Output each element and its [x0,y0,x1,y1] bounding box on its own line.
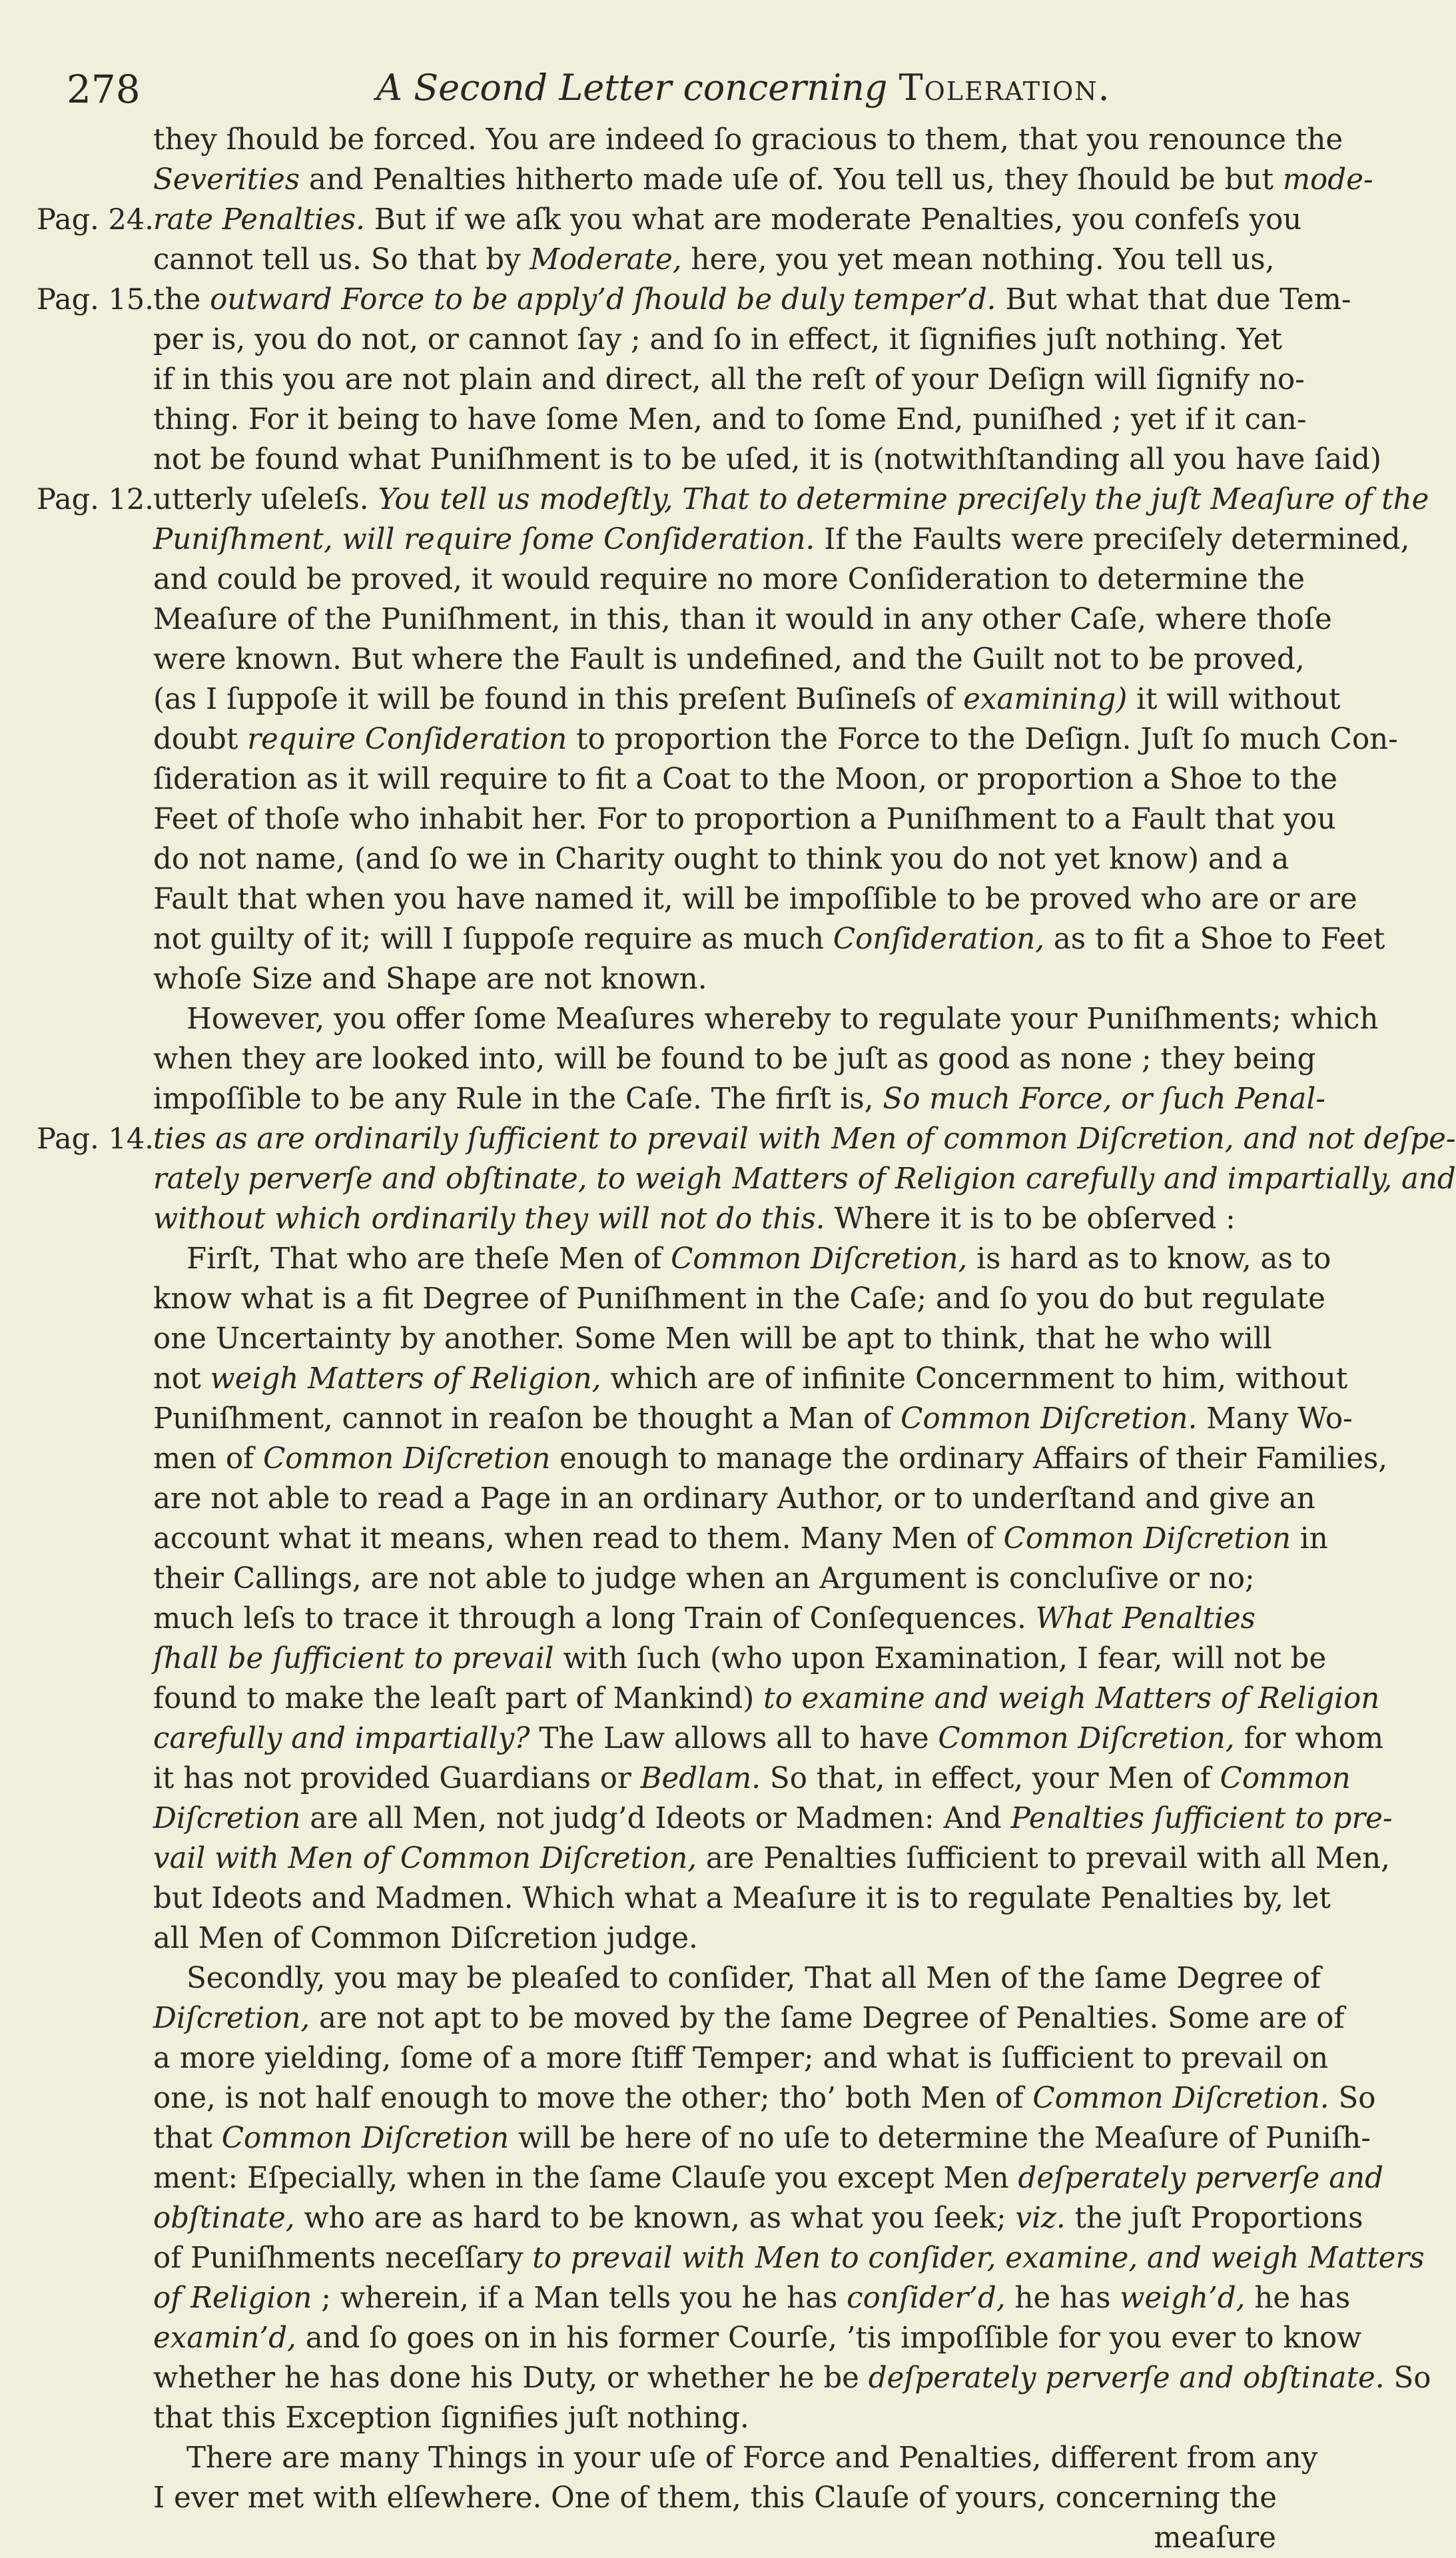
italic-text: Diſcretion [153,1802,301,1835]
italic-text: Common Diſcretion. [1032,2082,1329,2115]
text-segment: Where it is to be obſerved : [825,1202,1236,1236]
text-segment: utterly uſeleſs. [153,483,378,516]
text-segment: with ſuch (who upon Examination, I fear, will not be [553,1642,1327,1675]
text-line [153,2478,1276,2518]
text-segment: not be found what Puniſhment is to be uſed, it is (notwithſtanding all you have ſaid) [153,443,1382,476]
text-line [153,2278,1351,2318]
text-segment: Meaſure of the Puniſhment, in this, than it would in any other Caſe, where thoſe [153,603,1332,636]
text-segment: their Callings, are not able to judge when an Argument is concluſive or no; [153,1562,1255,1595]
text-segment: it has not provided Guardians or [153,1762,641,1795]
text-segment: whoſe Size and Shape are not known. [153,963,707,996]
text-line [153,1998,1345,2038]
running-title-italic: A Second Letter concerning [376,67,899,109]
italic-text: What Penalties [1035,1602,1256,1635]
text-segment: ; wherein, if a Man tells you he has [312,2282,847,2315]
text-segment: found to make the leaſt part of Mankind) [153,1682,764,1715]
margin-reference: Pag. 15. [37,283,154,316]
margin-reference: Pag. 24. [37,203,154,236]
italic-text: weigh Matters of Religion, [210,1362,601,1396]
text-segment: Fault that when you have named it, will be impoſſible to be proved who are or are [153,883,1357,916]
italic-text: outward Force to be apply’d ſhould be duly temper’d. [210,283,996,316]
text-segment: that this Exception ſignifies juſt nothing. [153,2401,749,2435]
text-segment: he has [1005,2282,1120,2315]
text-segment: in [1290,1522,1328,1555]
text-line [153,2318,1362,2358]
text-segment: a more yielding, ſome of a more ſtiff Temper; and what is ſufficient to prevail on [153,2042,1329,2075]
text-line [153,2118,1371,2158]
italic-text: conſider’d, [847,2282,1006,2315]
text-line [153,1759,1351,1799]
italic-text: Penalties ſufficient to pre- [1010,1802,1393,1835]
text-segment: But what that due Tem- [996,283,1351,316]
text-segment: as to fit a Shoe to Feet [1044,923,1385,956]
text-line [153,1719,1384,1759]
text-segment: Puniſhment, cannot in reaſon be thought a Man of [153,1402,901,1436]
text-line [153,1839,1390,1879]
text-segment: But if we aſk you what are moderate Penalties, you confeſs you [365,203,1302,236]
text-segment: ment: Eſpecially, when in the ſame Clauſe you except Men [153,2162,1018,2195]
text-segment: not guilty of it; will I ſuppoſe require as much [153,923,833,956]
text-segment: know what is a fit Degree of Puniſhment in the Caſe; and ſo you do but regulate [153,1282,1325,1316]
text-line [153,2358,1431,2398]
text-line [153,919,1385,959]
text-line [153,1879,1331,1918]
italic-text: carefully and impartially? [153,1722,530,1755]
text-line [153,480,1429,520]
text-line [153,2038,1329,2078]
text-line [186,999,1379,1039]
italic-text: Diſcretion, [153,2002,310,2035]
italic-text: deſperately perverſe and obſtinate. [868,2361,1385,2395]
text-line [153,719,1398,759]
text-segment: of Puniſhments neceſſary [153,2242,533,2275]
text-line [153,2198,1363,2238]
text-segment: account what it means, when read to them. Many Men of [153,1522,1004,1555]
text-line [153,2238,1425,2278]
text-segment: If the Faults were preciſely determined, [815,523,1410,556]
italic-text: Severities [153,163,300,197]
text-segment: So that, in effect, your Men of [761,1762,1220,1795]
text-segment: thing. For it being to have ſome Men, and to ſome End, puniſhed ; yet if it can- [153,403,1307,436]
italic-text: Common Diſcretion [221,2122,510,2155]
italic-text: mode- [1282,163,1373,197]
italic-text: to examine and weigh Matters of Religion [763,1682,1380,1715]
text-segment: are not able to read a Page in an ordinary Author, or to underſtand and give an [153,1482,1315,1515]
text-segment: are not apt to be moved by the ſame Degree of Penalties. Some are of [310,2002,1345,2035]
text-segment: one Uncertainty by another. Some Men will be apt to think, that he who will [153,1322,1272,1356]
text-segment: do not name, (and ſo we in Charity ought to think you do not yet know) and a [153,843,1289,876]
text-segment: However, you offer ſome Meaſures whereby to regulate your Puniſhments; which [186,1003,1379,1036]
text-segment: There are many Things in your uſe of Force and Penalties, different from any [186,2441,1318,2475]
text-segment: who are as hard to be known, as what you ſeek; [294,2202,1016,2235]
text-segment: So [1329,2082,1376,2115]
text-segment: the juſt Proportions [1065,2202,1363,2235]
text-segment: to proportion the Force to the Deſign. Juſt ſo much Con- [567,723,1398,756]
text-line [153,1439,1388,1479]
text-line [153,879,1357,919]
text-line [153,320,1282,360]
text-line [153,839,1289,879]
text-segment: doubt [153,723,248,756]
text-line [153,2398,1276,2438]
italic-text: You tell us modeſtly, That to determine preciſely the juſt Meaſure of the [378,483,1429,516]
text-segment: that [153,2122,222,2155]
text-segment: will be here of no uſe to determine the Meaſure of Puniſh- [509,2122,1371,2155]
text-segment: Firſt, That who are theſe Men of [186,1242,671,1276]
text-segment: when they are looked into, will be found to be juſt as good as none ; they being [153,1043,1316,1076]
italic-text: Common Diſcretion, [938,1722,1235,1755]
text-segment: they ſhould be forced. You are indeed ſo gracious to them, that you renounce the [153,123,1343,157]
text-segment: Secondly, you may be pleaſed to conſider, That all Men of the ſame Degree of [186,1962,1321,1995]
text-segment: and could be proved, it would require no more Conſideration to determine the [153,563,1305,596]
text-segment: and Penalties hitherto made uſe of. You tell us, they ſhould be but [300,163,1283,197]
text-segment: The Law allows all to have [530,1722,938,1755]
text-line [153,1079,1325,1119]
text-line [153,1679,1380,1719]
text-segment: one, is not half enough to move the other; tho’ both Men of [153,2082,1033,2115]
text-line [153,1399,1353,1439]
margin-reference: Pag. 14. [37,1122,154,1156]
text-segment: impoſſible to be any Rule in the Caſe. The firſt is, [153,1082,883,1116]
text-line [153,1199,1276,1239]
text-segment: So [1384,2361,1431,2395]
italic-text: Moderate, [530,243,682,276]
text-line [153,600,1332,640]
text-segment: were known. But where the Fault is undefined, and the Guilt not to be proved, [153,643,1305,676]
text-line [153,2158,1384,2198]
italic-text: Common Diſcretion, [671,1242,968,1276]
italic-text: Puniſhment, will require ſome Conſideration. [153,523,815,556]
text-line [1132,2518,1276,2558]
text-segment: it will without [1127,683,1341,716]
text-segment: cannot tell us. So that by [153,243,530,276]
text-segment: but Ideots and Madmen. Which what a Meaſure it is to regulate Penalties by, let [153,1882,1331,1915]
italic-text: Common Diſcretion. [901,1402,1198,1436]
italic-text: examining) [963,683,1128,716]
italic-text: rately perverſe and obſtinate, to weigh Matters of Religion carefully and impartially, and [153,1162,1456,1196]
margin-reference: Pag. 12. [37,483,154,516]
text-line [153,400,1307,440]
text-line [153,1918,1276,1958]
text-segment: all Men of Common Diſcretion judge. [153,1922,698,1955]
text-line [186,1239,1331,1279]
italic-text: without which ordinarily they will not do this. [153,1202,825,1236]
text-segment: enough to manage the ordinary Affairs of their Families, [550,1442,1388,1476]
text-segment: which are of infinite Concernment to him, without [601,1362,1348,1396]
text-line [153,640,1305,679]
text-segment: if in this you are not plain and direct, all the reſt of your Deſign will ſignify no- [153,363,1305,396]
text-line [153,679,1341,719]
italic-text: rate Penalties. [153,203,365,236]
text-line [153,1799,1393,1839]
text-segment: are Penalties ſufficient to prevail with all Men, [697,1842,1390,1875]
text-segment: are all Men, not judg’d Ideots or Madmen: And [300,1802,1011,1835]
text-segment: per is, you do not, or cannot ſay ; and ſo in effect, it ſignifies juſt nothing. Yet [153,323,1282,356]
text-segment: here, you yet mean nothing. You tell us, [681,243,1275,276]
text-line [153,1039,1316,1079]
italic-text: Common Diſcretion [1003,1522,1291,1555]
text-line [186,1958,1321,1998]
text-segment: meaſure [1154,2521,1276,2555]
text-segment: and ſo goes on in his former Courſe, ’tis impoſſible for you ever to know [296,2322,1362,2355]
text-line [153,1519,1328,1559]
text-segment: men of [153,1442,263,1476]
text-segment: for whom [1234,1722,1384,1755]
text-segment: I ever met with elſewhere. One of them, this Clauſe of yours, concerning the [153,2481,1277,2515]
page-header [67,67,1266,120]
text-segment: Many Wo- [1197,1402,1353,1436]
italic-text: obſtinate, [153,2202,295,2235]
italic-text: ſhall be ſufficient to prevail [153,1642,554,1675]
text-line [153,200,1302,240]
italic-text: require Conſideration [247,723,567,756]
italic-text: deſperately perverſe and [1018,2162,1384,2195]
text-segment: not [153,1362,210,1396]
italic-text: ties as are ordinarily ſufficient to prevail with Men of common Diſcretion, and not deſpe- [153,1122,1456,1156]
italic-text: So much Force, or ſuch Penal- [883,1082,1325,1116]
italic-text: Conſideration, [833,923,1045,956]
running-title [376,67,1111,109]
text-line [153,1359,1348,1399]
page-number: 278 [67,67,141,112]
text-line [153,280,1351,320]
italic-text: viz. [1015,2202,1066,2235]
text-line [153,520,1410,560]
text-line [153,440,1382,480]
text-segment: is hard as to know, as to [967,1242,1331,1276]
text-segment: Feet of thoſe who inhabit her. For to proportion a Puniſhment to a Fault that you [153,803,1336,836]
italic-text: Common [1220,1762,1351,1795]
italic-text: Bedlam. [640,1762,761,1795]
text-segment: whether he has done his Duty, or whether he be [153,2361,869,2395]
text-segment: he has [1245,2282,1351,2315]
text-line [153,799,1336,839]
text-line [153,1119,1456,1159]
text-line [153,1319,1276,1359]
text-segment: much leſs to trace it through a long Train of Conſequences. [153,1602,1036,1635]
text-line [153,360,1305,400]
text-line [153,1279,1325,1319]
italic-text: vail with Men of Common Diſcretion, [153,1842,697,1875]
text-line [153,1159,1456,1199]
text-segment: (as I ſuppoſe it will be found in this preſent Buſineſs of [153,683,964,716]
text-line [153,160,1373,200]
text-line [153,1559,1276,1599]
text-line [153,120,1343,160]
text-segment: ſideration as it will require to fit a Coat to the Moon, or proportion a Shoe to the [153,763,1337,796]
text-line [153,560,1305,600]
text-line [153,759,1337,799]
italic-text: examin’d, [153,2322,296,2355]
text-segment: the [153,283,210,316]
italic-text: to prevail with Men to conſider, examine, and weigh Matters [532,2242,1425,2275]
running-title-caps: Toleration. [899,67,1111,109]
italic-text: weigh’d, [1120,2282,1246,2315]
text-line [153,1479,1315,1519]
text-line [153,240,1276,280]
italic-text: of Religion [153,2282,312,2315]
text-line [153,2078,1376,2118]
italic-text: Common Diſcretion [262,1442,551,1476]
text-line [153,1639,1327,1679]
text-line [186,2438,1318,2478]
text-line [153,1599,1276,1639]
text-line [153,959,1276,999]
